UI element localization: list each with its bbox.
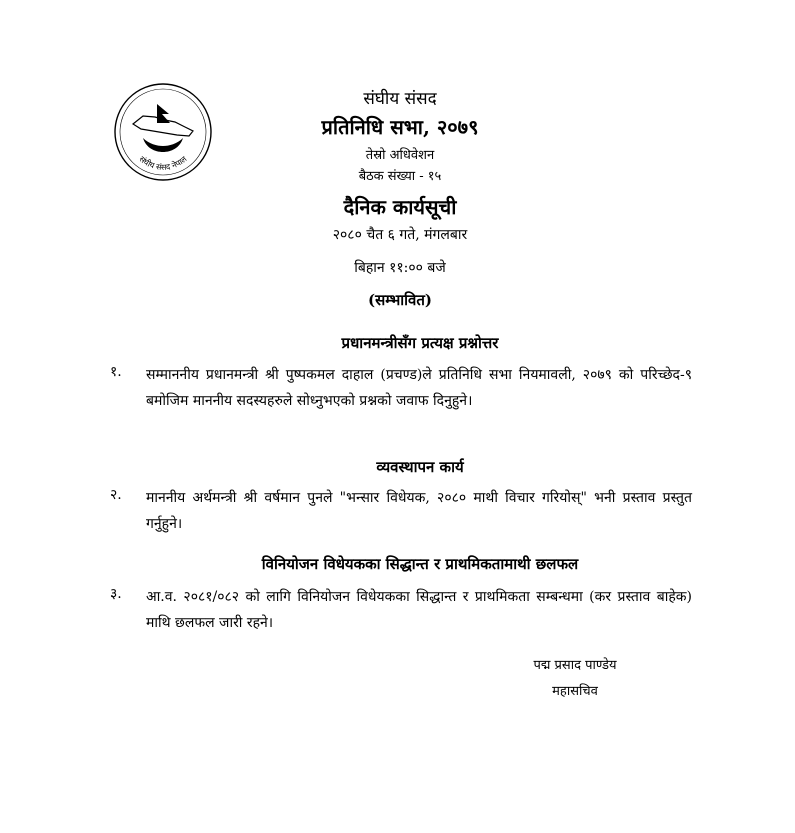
parliament-emblem-icon xyxy=(113,82,213,182)
signatory-title: महासचिव xyxy=(552,684,598,699)
probable-label: (सम्भावित) xyxy=(367,291,433,309)
signatory-name: पद्म प्रसाद पाण्डेय xyxy=(533,658,617,673)
section-heading-appropriation: विनियोजन विधेयकका सिद्धान्त र प्राथमिकतामाथी छलफल xyxy=(261,555,579,573)
emblem-caption: संघीय संसद नेपाल xyxy=(137,154,189,172)
session-label: तेस्रो अधिवेशन xyxy=(365,148,435,163)
agenda-item-number: १. xyxy=(110,364,122,380)
agenda-title: दैनिक कार्यसूची xyxy=(343,195,457,219)
house-title: प्रतिनिधि सभा, २०७९ xyxy=(321,115,479,139)
svg-text:संघीय संसद नेपाल xyxy=(137,154,189,172)
agenda-item-text: माननीय अर्थमन्त्री श्री वर्षमान पुनले "भन्सार विधेयक, २०८० माथी विचार गरियोस्" भनी प्रस्ताव प्रस्तुत गर्नुहुने। xyxy=(146,490,692,532)
agenda-item-number: २. xyxy=(110,487,122,503)
agenda-item-text: सम्माननीय प्रधानमन्त्री श्री पुष्पकमल दाहाल (प्रचण्ड)ले प्रतिनिधि सभा नियमावली, २०७९ को परिच्छेद-९ बमोजिम माननीय सदस्यहरुले सोध्नुभएको प्रश्नको जवाफ दिनुहुने। xyxy=(146,367,692,409)
section-heading-legislation: व्यवस्थापन कार्य xyxy=(376,458,464,476)
meeting-number: बैठक संख्या - १५ xyxy=(358,169,442,184)
org-name: संघीय संसद xyxy=(363,89,437,109)
agenda-item-text: आ.व. २०८१/०८२ को लागि विनियोजन विधेयकका सिद्धान्त र प्राथमिकता सम्बन्धमा (कर प्रस्ताव बाहेक) माथि छलफल जारी रहने। xyxy=(146,589,692,631)
hands-shape xyxy=(143,138,183,152)
agenda-item-number: ३. xyxy=(110,586,122,602)
section-heading-pm-questions: प्रधानमन्त्रीसँग प्रत्यक्ष प्रश्नोत्तर xyxy=(341,334,499,352)
agenda-time: बिहान ११:०० बजे xyxy=(354,260,446,276)
agenda-date: २०८० चैत ६ गते, मंगलबार xyxy=(332,227,468,243)
